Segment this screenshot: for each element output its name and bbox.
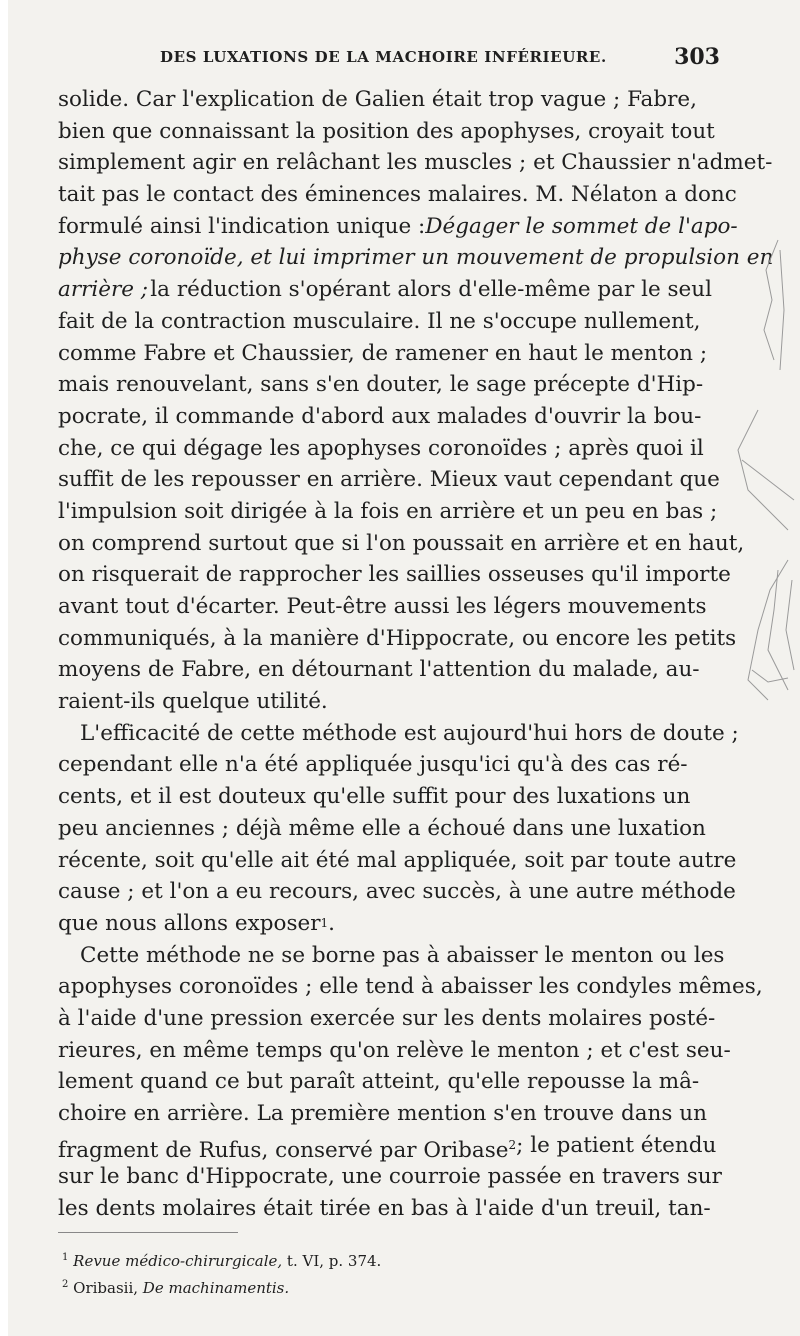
text-line: l'impulsion soit dirigée à la fois en arrière et un peu en bas ;	[58, 498, 718, 524]
text-line: les dents molaires était tirée en bas à l'aide d'un treuil, tan-	[58, 1196, 711, 1222]
text-line: cependant elle n'a été appliquée jusqu'ici qu'à des cas ré-	[58, 752, 688, 778]
text-line: moyens de Fabre, en détournant l'attention du malade, au-	[58, 657, 700, 683]
text-line: sur le banc d'Hippocrate, une courroie passée en travers sur	[58, 1164, 722, 1190]
text-line: récente, soit qu'elle ait été mal appliquée, soit par toute autre	[58, 847, 737, 873]
text-line: pocrate, il commande d'abord aux malades d'ouvrir la bou-	[58, 403, 702, 429]
text-line: comme Fabre et Chaussier, de ramener en haut le menton ;	[58, 340, 708, 366]
text-line: simplement agir en relâchant les muscles ; et Chaussier n'admet-	[58, 150, 773, 176]
italic-indication: Dégager le sommet de l'apo-	[425, 213, 738, 239]
text-line: suffit de les repousser en arrière. Mieux vaut cependant que	[58, 467, 720, 493]
text-line: apophyses coronoïdes ; elle tend à abaisser les condyles mêmes,	[58, 974, 763, 1000]
text-line: raient-ils quelque utilité.	[58, 689, 328, 715]
text-line: Cette méthode ne se borne pas à abaisser le menton ou les	[80, 942, 725, 968]
pencil-sketch-icon	[728, 230, 800, 710]
text-line: lement quand ce but paraît atteint, qu'elle repousse la mâ-	[58, 1069, 700, 1095]
text-line: L'efficacité de cette méthode est aujourd'hui hors de doute ;	[80, 720, 739, 746]
text-line: choire en arrière. La première mention s'en trouve dans un	[58, 1101, 707, 1126]
page-header	[160, 44, 720, 74]
page-edge	[0, 0, 8, 1336]
text-line: solide. Car l'explication de Galien était trop vague ; Fabre,	[58, 87, 697, 112]
text-line: cents, et il est douteux qu'elle suffit pour des luxations un	[58, 784, 691, 810]
body-text	[58, 84, 774, 1225]
footnote-divider	[58, 1232, 238, 1233]
page-number: 303	[674, 44, 720, 70]
text-line: cause ; et l'on a eu recours, avec succès, à une autre méthode	[58, 879, 736, 905]
text-line: fragment de Rufus, conservé par Oribase$^2$ ; le patient étendu	[58, 1132, 717, 1163]
text-line: avant tout d'écarter. Peut-être aussi les légers mouvements	[58, 594, 707, 619]
text-line: mais renouvelant, sans s'en douter, le sage précepte d'Hip-	[58, 372, 704, 398]
text-line: tait pas le contact des éminences malaires. M. Nélaton a donc	[58, 182, 737, 208]
footnote-1: $^1$ Revue médico-chirurgicale, t. VI, p. 374.	[62, 1252, 382, 1270]
text-line: que nous allons exposer 1 .	[58, 908, 712, 940]
running-title: DES LUXATIONS DE LA MACHOIRE INFÉRIEURE.	[160, 48, 607, 66]
footnote-2: $^2$ Oribasii, De machinamentis.	[62, 1279, 290, 1297]
text-line: à l'aide d'une pression exercée sur les dents molaires posté-	[58, 1005, 716, 1031]
text-line: communiqués, à la manière d'Hippocrate, ou encore les petits	[58, 625, 737, 651]
text-line: arrière ; la réduction s'opérant alors d'elle-même par le seul	[58, 277, 712, 303]
footnotes	[62, 1246, 702, 1300]
text-line: on comprend surtout que si l'on poussait en arrière et en haut,	[58, 530, 745, 556]
text-line: rieures, en même temps qu'on relève le menton ; et c'est seu-	[58, 1037, 731, 1063]
text-line: che, ce qui dégage les apophyses coronoïdes ; après quoi il	[58, 435, 704, 461]
text-line: bien que connaissant la position des apophyses, croyait tout	[58, 118, 715, 144]
text-line: physe coronoïde, et lui imprimer un mouvement de propulsion en	[58, 245, 774, 271]
text-line: fait de la contraction musculaire. Il ne s'occupe nullement,	[58, 308, 701, 334]
footnote-ref: 1	[320, 915, 329, 930]
text-line: formulé ainsi l'indication unique : Dégager le sommet de l'apo-	[58, 211, 712, 243]
footnote-ref: 2	[508, 1137, 517, 1152]
text-line: on risquerait de rapprocher les saillies osseuses qu'il importe	[58, 562, 731, 588]
text-line: peu anciennes ; déjà même elle a échoué dans une luxation	[58, 815, 706, 841]
